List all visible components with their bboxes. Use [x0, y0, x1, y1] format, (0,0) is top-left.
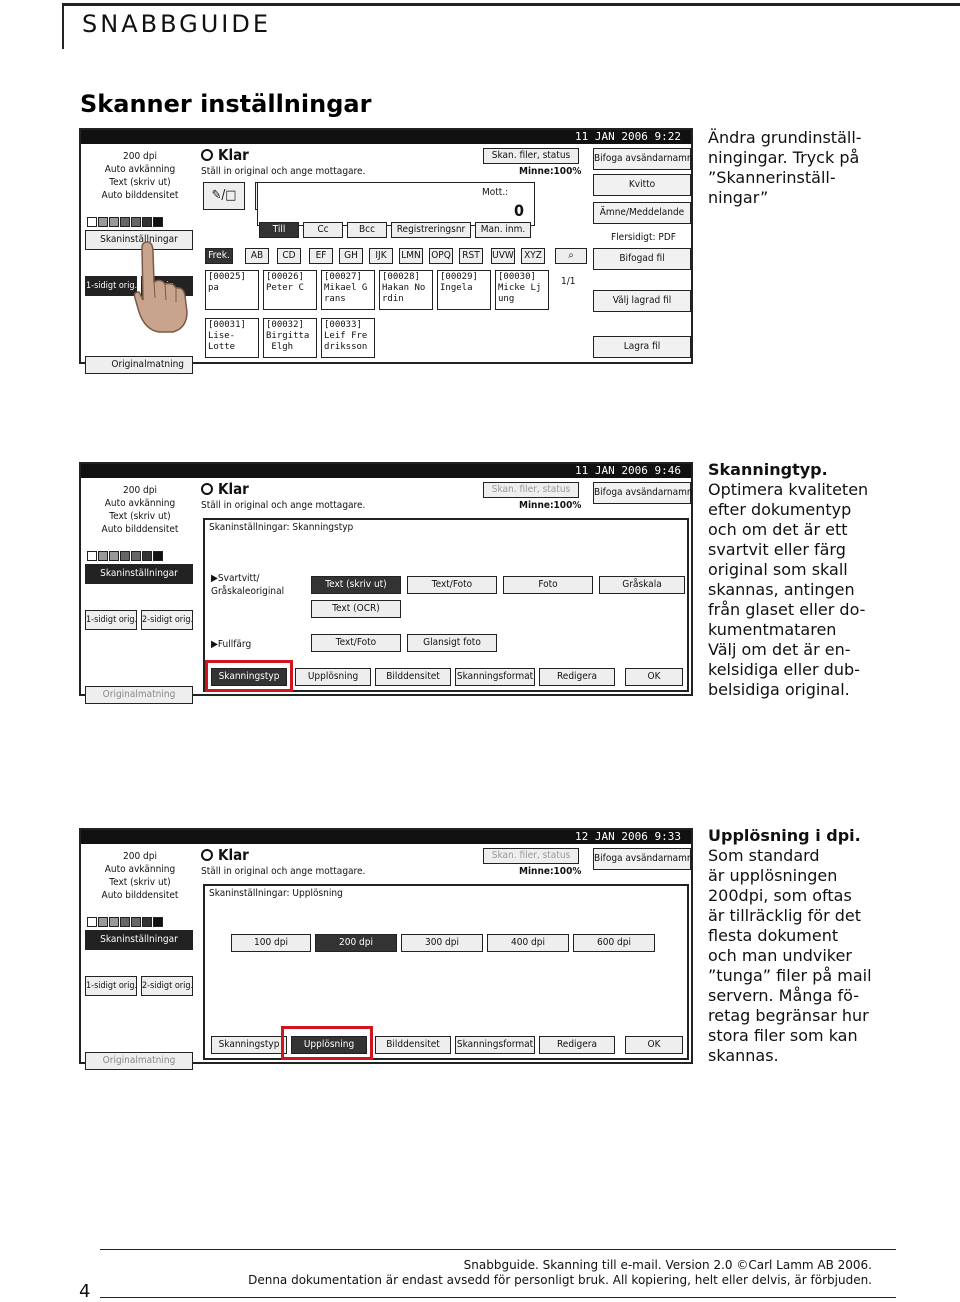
instruction-text: Ställ in original och ange mottagare. [201, 866, 366, 877]
address-entry[interactable]: [00027] Mikael G rans [321, 270, 375, 310]
receipt-button[interactable]: Kvitto [593, 174, 691, 196]
scan-type-tab[interactable]: Skanningstyp [211, 1036, 287, 1054]
status-line: Auto avkänning [104, 498, 176, 509]
memory-indicator: Minne:100% [519, 866, 582, 877]
ready-status: Klar [201, 146, 249, 164]
original-feed-button[interactable]: Originalmatning [85, 1052, 193, 1070]
dpi-option-100[interactable]: 100 dpi [231, 934, 311, 952]
status-line: Auto bilddensitet [101, 524, 179, 535]
scan-format-tab[interactable]: Skanningsformat [455, 668, 535, 686]
address-entry[interactable]: [00032] Birgitta Elgh [263, 318, 317, 358]
scan-settings-button[interactable]: Skaninställningar [85, 564, 193, 584]
density-squares [87, 546, 164, 565]
letter-tab[interactable]: IJK [369, 248, 393, 264]
dpi-option-600[interactable]: 600 dpi [573, 934, 655, 952]
address-entry[interactable]: [00030] Micke Lj ung [495, 270, 549, 310]
density-squares [87, 212, 164, 231]
tab-cc[interactable]: Cc [303, 222, 343, 238]
scan-files-status-button[interactable]: Skan. filer, status [483, 482, 579, 498]
letter-tab[interactable]: LMN [399, 248, 423, 264]
panel-status-column [83, 480, 197, 700]
instruction-text-1: Ändra grundinställ- ningingar. Tryck på ”Skannerinställ- ningar” [708, 128, 862, 207]
glossy-photo-option[interactable]: Glansigt foto [407, 634, 497, 652]
instruction-text: Ställ in original och ange mottagare. [201, 166, 366, 177]
scan-files-status-button[interactable]: Skan. filer, status [483, 848, 579, 864]
letter-tab[interactable]: EF [309, 248, 333, 264]
dialog-title: Skaninställningar: Upplösning [209, 888, 343, 899]
recipient-box [257, 182, 535, 226]
status-line: 200 dpi [123, 851, 157, 862]
status-line: 200 dpi [123, 151, 157, 162]
ok-button[interactable]: OK [625, 668, 683, 686]
status-line: 200 dpi [123, 485, 157, 496]
address-entry[interactable]: [00026] Peter C [263, 270, 317, 310]
scan-type-tab[interactable]: Skanningstyp [211, 668, 287, 686]
section-title: Skanner inställningar [80, 90, 372, 118]
resolution-tab[interactable]: Upplösning [291, 1036, 367, 1054]
two-sided-original-button[interactable]: 2-sidigt orig. [141, 976, 193, 996]
scan-type-dialog [203, 518, 689, 692]
panel-datetime: 12 JAN 2006 9:33 [81, 830, 691, 844]
one-sided-original-button[interactable]: 1-sidigt orig. [85, 276, 137, 296]
attach-sender-name-button[interactable]: Bifoga avsändarnamn [593, 482, 691, 504]
status-line: Text (skriv ut) [109, 877, 171, 888]
scan-files-status-button[interactable]: Skan. filer, status [483, 148, 579, 164]
original-feed-button[interactable]: Originalmatning [85, 686, 193, 704]
recipient-label: Mott.: [482, 187, 509, 198]
text-ocr-option[interactable]: Text (OCR) [311, 600, 401, 618]
footer-bottom-rule [100, 1297, 896, 1298]
scan-settings-button[interactable]: Skaninställningar [85, 230, 193, 250]
resolution-dialog [203, 884, 689, 1060]
memory-indicator: Minne:100% [519, 500, 582, 511]
dpi-option-400[interactable]: 400 dpi [487, 934, 569, 952]
footer-line-1: Snabbguide. Skanning till e-mail. Version 2.0 ©Carl Lamm AB 2006. [463, 1258, 872, 1272]
highlight-box [205, 660, 293, 692]
address-entry[interactable]: [00025] pa [205, 270, 259, 310]
image-density-tab[interactable]: Bilddensitet [375, 668, 451, 686]
multipage-format-label: Flersidigt: PDF [611, 232, 676, 243]
status-line: Auto avkänning [104, 864, 176, 875]
store-file-button[interactable]: Lagra fil [593, 336, 691, 358]
edit-tab[interactable]: Redigera [539, 1036, 615, 1054]
original-feed-button[interactable] [85, 356, 193, 374]
two-sided-original-button[interactable]: 2-sidigt orig. [141, 610, 193, 630]
status-line: Auto bilddensitet [101, 890, 179, 901]
panel-status-column [83, 846, 197, 1066]
dpi-option-300[interactable]: 300 dpi [401, 934, 483, 952]
letter-tab[interactable]: RST [459, 248, 483, 264]
scan-settings-button[interactable]: Skaninställningar [85, 930, 193, 950]
tab-bcc[interactable]: Bcc [347, 222, 387, 238]
full-color-label: ▶Fullfärg [211, 639, 252, 650]
page-indicator: 1/1 [561, 276, 576, 287]
original-feed-label: Originalmatning [111, 359, 184, 370]
address-entry[interactable]: [00029] Ingela [437, 270, 491, 310]
density-squares [87, 912, 164, 931]
edit-tab[interactable]: Redigera [539, 668, 615, 686]
panel-datetime: 11 JAN 2006 9:22 [81, 130, 691, 144]
address-entry[interactable]: [00031] Lise- Lotte [205, 318, 259, 358]
instruction-text-2: Skanningtyp. Optimera kvaliteten efter dokumentyp och om det är ett svartvit eller färg original som skall skannas, antingen från glaset eller do- kumentmataren Välj om det är en- kelsidiga eller dub- belsidiga original. [708, 460, 869, 699]
screen-scan-type [79, 462, 693, 700]
dpi-option-200[interactable]: 200 dpi [315, 934, 397, 952]
recipient-count: 0 [514, 201, 525, 220]
instruction-text: Ställ in original och ange mottagare. [201, 500, 366, 511]
letter-tab[interactable]: GH [339, 248, 363, 264]
image-density-tab[interactable]: Bilddensitet [375, 1036, 451, 1054]
attached-file-button[interactable]: Bifogad fil [593, 248, 691, 270]
tab-till[interactable]: Till [259, 222, 299, 238]
header-rule [64, 3, 960, 6]
attach-sender-name-button[interactable]: Bifoga avsändarnamn [593, 848, 691, 870]
footer-rule [100, 1249, 896, 1250]
tab-registration-number[interactable]: Registreringsnr [391, 222, 471, 238]
letter-tab[interactable]: Frek. [205, 248, 233, 264]
status-line: Text (skriv ut) [109, 511, 171, 522]
letter-tab[interactable]: AB [245, 248, 269, 264]
tab-manual-entry[interactable]: Man. inm. [475, 222, 531, 238]
letter-tab[interactable]: UVW [491, 248, 515, 264]
letter-tab[interactable]: OPQ [429, 248, 453, 264]
header-vertical-rule [62, 3, 64, 49]
grayscale-option[interactable]: Gråskala [599, 576, 685, 594]
dialog-title: Skaninställningar: Skanningstyp [209, 522, 354, 533]
ok-button[interactable]: OK [625, 1036, 683, 1054]
subject-message-button[interactable]: Ämne/Meddelande [593, 202, 691, 224]
one-sided-original-button[interactable]: 1-sidigt orig. [85, 976, 137, 996]
full-color-text-photo-option[interactable]: Text/Foto [311, 634, 401, 652]
memory-indicator: Minne:100% [519, 166, 582, 177]
bw-grayscale-label: ▶Svartvitt/ Gråskaleoriginal [211, 573, 285, 597]
screen-scanner-main [79, 128, 693, 370]
panel-datetime: 11 JAN 2006 9:46 [81, 464, 691, 478]
scan-format-tab[interactable]: Skanningsformat [455, 1036, 535, 1054]
attach-sender-name-button[interactable]: Bifoga avsändarnamn [593, 148, 691, 170]
search-icon[interactable]: ⌕ [555, 248, 587, 264]
status-line: Auto avkänning [104, 164, 176, 175]
destination-icon-button[interactable]: ✎/□ [203, 182, 245, 210]
ready-status: Klar [201, 846, 249, 864]
text-photo-option[interactable]: Text/Foto [407, 576, 497, 594]
letter-tab[interactable]: CD [277, 248, 301, 264]
address-entry[interactable]: [00033] Leif Fre driksson [321, 318, 375, 358]
header-title: SNABBGUIDE [82, 10, 271, 38]
resolution-tab[interactable]: Upplösning [295, 668, 371, 686]
highlight-box [281, 1026, 373, 1060]
status-line: Auto bilddensitet [101, 190, 179, 201]
text-print-option[interactable]: Text (skriv ut) [311, 576, 401, 594]
letter-tab[interactable]: XYZ [521, 248, 545, 264]
panel-status-column [83, 146, 197, 370]
hand-pointer-icon [129, 242, 193, 334]
footer-line-2: Denna dokumentation är endast avsedd för personligt bruk. All kopiering, helt eller delvis, är förbjuden. [248, 1273, 872, 1287]
address-entry[interactable]: [00028] Hakan No rdin [379, 270, 433, 310]
photo-option[interactable]: Foto [503, 576, 593, 594]
status-line: Text (skriv ut) [109, 177, 171, 188]
select-stored-file-button[interactable]: Välj lagrad fil [593, 290, 691, 312]
instruction-text-3: Upplösning i dpi. Som standard är upplösningen 200dpi, som oftas är tillräcklig för det flesta dokument och man undviker ”tunga” filer på mail servern. Många fö- retag begränsar hur stora filer som kan skannas. [708, 826, 872, 1065]
one-sided-original-button[interactable]: 1-sidigt orig. [85, 610, 137, 630]
screen-resolution [79, 828, 693, 1064]
page-number: 4 [79, 1281, 91, 1302]
ready-status: Klar [201, 480, 249, 498]
